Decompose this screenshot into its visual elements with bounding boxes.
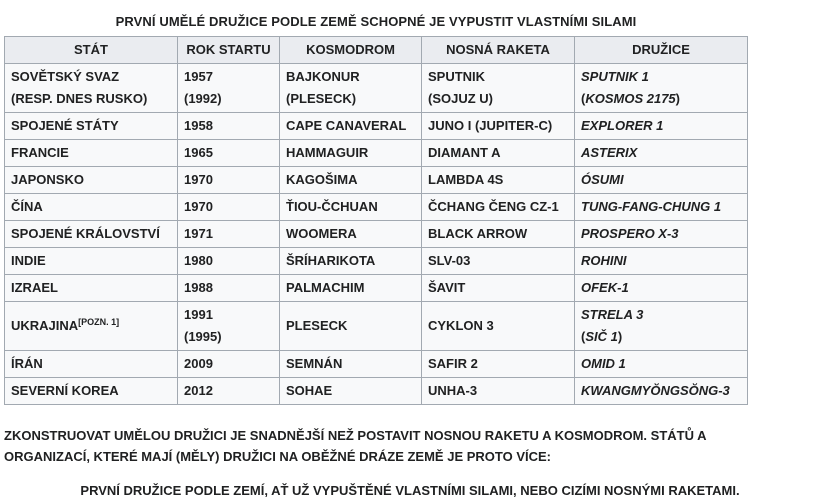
cell-kosmodrom-text[interactable]: PLESECK: [286, 318, 348, 333]
cell-stat-text[interactable]: ÍRÁN: [11, 356, 43, 371]
cell-stat: [5, 64, 178, 113]
cell-druzice-text[interactable]: OFEK-1: [581, 280, 629, 295]
cell-raketa-text[interactable]: BLACK ARROW: [428, 226, 528, 241]
table-row: [5, 378, 748, 405]
cell-druzice: [575, 275, 748, 302]
cell-rok-text: 1970: [184, 172, 213, 187]
footnote-reference[interactable]: [POZN. 1]: [78, 317, 120, 327]
cell-raketa: [422, 351, 575, 378]
cell-stat: [5, 140, 178, 167]
cell-kosmodrom-text-secondary[interactable]: (PLESECK): [286, 91, 357, 106]
cell-stat-text[interactable]: SPOJENÉ STÁTY: [11, 118, 119, 133]
second-table-caption: PRVNÍ DRUŽICE PODLE ZEMÍ, AŤ UŽ VYPUŠTĚNÉ VLASTNÍMI SILAMI, NEBO CIZÍMI NOSNÝMI RAKETAMI.: [80, 483, 740, 498]
cell-druzice-text[interactable]: EXPLORER 1: [581, 118, 664, 133]
cell-raketa: [422, 140, 575, 167]
cell-stat-text[interactable]: ČÍNA: [11, 199, 43, 214]
cell-rok-text: 2009: [184, 356, 213, 371]
table-caption: PRVNÍ UMĚLÉ DRUŽICE PODLE ZEMĚ SCHOPNÉ JE VYPUSTIT VLASTNÍMI SILAMI: [115, 14, 637, 29]
cell-raketa: [422, 167, 575, 194]
cell-stat-text[interactable]: UKRAJINA: [11, 318, 79, 333]
cell-stat-text[interactable]: INDIE: [11, 253, 46, 268]
table-row: [5, 221, 748, 248]
cell-rok: [178, 351, 280, 378]
cell-rok-text: 1958: [184, 118, 213, 133]
cell-rok: [178, 302, 280, 351]
table-row: [5, 194, 748, 221]
cell-druzice-text[interactable]: ROHINI: [581, 253, 627, 268]
cell-kosmodrom-text[interactable]: HAMMAGUIR: [286, 145, 369, 160]
cell-raketa: [422, 64, 575, 113]
cell-kosmodrom: [280, 302, 422, 351]
cell-kosmodrom-text[interactable]: WOOMERA: [286, 226, 357, 241]
cell-raketa-text[interactable]: SPUTNIK: [428, 69, 486, 84]
cell-kosmodrom-text[interactable]: CAPE CANAVERAL: [286, 118, 407, 133]
cell-kosmodrom: [280, 194, 422, 221]
cell-kosmodrom: [280, 167, 422, 194]
table-body: [5, 64, 748, 405]
cell-rok-text: 1965: [184, 145, 213, 160]
cell-raketa: [422, 194, 575, 221]
header-stat[interactable]: STÁT: [5, 37, 178, 64]
table-header-row: [5, 37, 748, 64]
cell-rok-text: 1957: [184, 69, 213, 84]
cell-rok-text: 2012: [184, 383, 213, 398]
cell-rok: [178, 113, 280, 140]
cell-druzice: [575, 248, 748, 275]
table-row: [5, 140, 748, 167]
cell-raketa-text[interactable]: SAFIR 2: [428, 356, 478, 371]
cell-stat: [5, 275, 178, 302]
cell-kosmodrom: [280, 221, 422, 248]
cell-kosmodrom: [280, 275, 422, 302]
cell-kosmodrom-text[interactable]: PALMACHIM: [286, 280, 365, 295]
cell-raketa: [422, 378, 575, 405]
paren-open: (: [581, 91, 586, 106]
cell-stat-text[interactable]: SEVERNÍ KOREA: [11, 383, 119, 398]
cell-stat-text-secondary[interactable]: (RESP. DNES RUSKO): [11, 91, 148, 106]
cell-rok-text: 1980: [184, 253, 213, 268]
cell-stat-text[interactable]: SOVĚTSKÝ SVAZ: [11, 69, 120, 84]
cell-druzice: [575, 378, 748, 405]
cell-druzice-text[interactable]: OMID 1: [581, 356, 626, 371]
cell-stat: [5, 194, 178, 221]
cell-rok: [178, 64, 280, 113]
cell-rok: [178, 248, 280, 275]
cell-kosmodrom: [280, 64, 422, 113]
paren-close: ): [675, 91, 681, 106]
cell-raketa-text-secondary[interactable]: (SOJUZ U): [428, 91, 493, 106]
header-kosmodrom[interactable]: KOSMODROM: [280, 37, 422, 64]
cell-stat: [5, 113, 178, 140]
table-row: [5, 302, 748, 351]
satellites-table: [4, 36, 748, 405]
cell-druzice-text-secondary[interactable]: KOSMOS 2175: [585, 91, 676, 106]
cell-rok-text: 1991: [184, 307, 213, 322]
cell-stat: [5, 167, 178, 194]
cell-kosmodrom-text[interactable]: SOHAE: [286, 383, 333, 398]
cell-raketa-text[interactable]: ŠAVIT: [428, 280, 466, 295]
cell-kosmodrom: [280, 351, 422, 378]
header-nosna-raketa[interactable]: NOSNÁ RAKETA: [422, 37, 575, 64]
cell-rok: [178, 167, 280, 194]
cell-rok: [178, 140, 280, 167]
cell-raketa: [422, 275, 575, 302]
cell-raketa-text[interactable]: CYKLON 3: [428, 318, 494, 333]
table-row: [5, 113, 748, 140]
paren-open: (: [581, 329, 586, 344]
cell-druzice-text[interactable]: ÓSUMI: [581, 172, 624, 187]
cell-raketa-text[interactable]: SLV-03: [428, 253, 471, 268]
cell-kosmodrom: [280, 378, 422, 405]
cell-raketa: [422, 221, 575, 248]
cell-druzice: [575, 64, 748, 113]
cell-rok: [178, 221, 280, 248]
header-druzice[interactable]: DRUŽICE: [575, 37, 748, 64]
cell-rok-text-secondary: (1992): [184, 91, 222, 106]
cell-rok-text-secondary: (1995): [184, 329, 222, 344]
cell-druzice: [575, 113, 748, 140]
cell-druzice: [575, 194, 748, 221]
cell-raketa: [422, 248, 575, 275]
cell-stat: [5, 221, 178, 248]
cell-raketa-text[interactable]: UNHA-3: [428, 383, 478, 398]
cell-kosmodrom-text[interactable]: ŠRÍHARIKOTA: [286, 253, 376, 268]
cell-rok-text: 1988: [184, 280, 213, 295]
cell-druzice-text[interactable]: TUNG-FANG-CHUNG 1: [581, 199, 722, 214]
intro-paragraph: ZKONSTRUOVAT UMĚLOU DRUŽICI JE SNADNĚJŠÍ NEŽ POSTAVIT NOSNOU RAKETU A KOSMODROM. STÁTŮ A ORGANIZACÍ, KTERÉ MAJÍ (MĚLY) DRUŽICI NA OBĚŽNÉ DRÁZE ZEMĚ JE PROTO VÍCE:: [4, 428, 707, 464]
cell-druzice: [575, 167, 748, 194]
cell-raketa: [422, 302, 575, 351]
cell-kosmodrom: [280, 113, 422, 140]
cell-druzice: [575, 351, 748, 378]
cell-stat: [5, 378, 178, 405]
cell-stat-text[interactable]: JAPONSKO: [11, 172, 84, 187]
cell-raketa: [422, 113, 575, 140]
cell-kosmodrom-text[interactable]: KAGOŠIMA: [286, 172, 358, 187]
cell-stat: [5, 351, 178, 378]
table-row: [5, 351, 748, 378]
cell-druzice-text[interactable]: SPUTNIK 1: [581, 69, 649, 84]
cell-kosmodrom-text[interactable]: BAJKONUR: [286, 69, 360, 84]
cell-rok: [178, 378, 280, 405]
cell-stat-text[interactable]: IZRAEL: [11, 280, 58, 295]
cell-rok-text: 1971: [184, 226, 213, 241]
cell-rok: [178, 275, 280, 302]
cell-druzice-text[interactable]: PROSPERO X-3: [581, 226, 679, 241]
cell-druzice-text[interactable]: STRELA 3: [581, 307, 644, 322]
cell-druzice: [575, 302, 748, 351]
cell-kosmodrom-text[interactable]: SEMNÁN: [286, 356, 343, 371]
cell-druzice-text[interactable]: ASTERIX: [581, 145, 638, 160]
table-row: [5, 275, 748, 302]
table-row: [5, 64, 748, 113]
cell-rok-text: 1970: [184, 199, 213, 214]
cell-raketa-text[interactable]: LAMBDA 4S: [428, 172, 504, 187]
cell-kosmodrom: [280, 140, 422, 167]
cell-druzice: [575, 221, 748, 248]
cell-druzice-text[interactable]: KWANGMYŎNGSŎNG-3: [581, 383, 730, 398]
header-rok-startu[interactable]: ROK STARTU: [178, 37, 280, 64]
cell-stat: [5, 248, 178, 275]
table-row: [5, 167, 748, 194]
cell-stat-text[interactable]: SPOJENÉ KRÁLOVSTVÍ: [11, 226, 160, 241]
cell-kosmodrom-text[interactable]: ŤIOU-ČCHUAN: [286, 199, 378, 214]
cell-rok: [178, 194, 280, 221]
cell-druzice: [575, 140, 748, 167]
cell-raketa-text[interactable]: DIAMANT A: [428, 145, 501, 160]
cell-raketa-text[interactable]: JUNO I (JUPITER-C): [428, 118, 553, 133]
cell-druzice-text-secondary[interactable]: SIČ 1: [585, 329, 618, 344]
cell-kosmodrom: [280, 248, 422, 275]
cell-stat-text[interactable]: FRANCIE: [11, 145, 69, 160]
cell-raketa-text[interactable]: ČCHANG ČENG CZ-1: [428, 199, 559, 214]
table-row: [5, 248, 748, 275]
paren-close: ): [617, 329, 623, 344]
cell-stat: [5, 302, 178, 351]
